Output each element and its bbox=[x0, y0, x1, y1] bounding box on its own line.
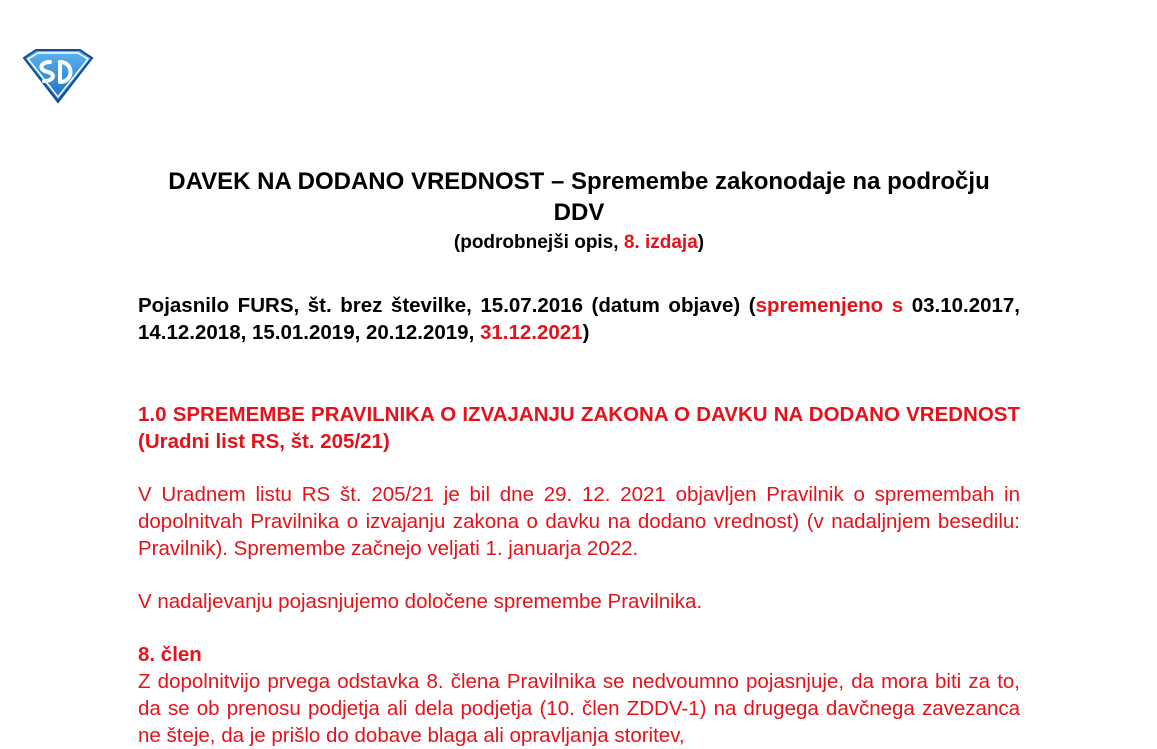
subtitle-close: ) bbox=[697, 232, 705, 253]
intro-close: ) bbox=[582, 321, 590, 344]
section-paragraph-3: Z dopolnitvijo prvega odstavka 8. člena Pravilnika se nedvoumno pojasnjuje, da mora biti za to, da se ob prenosu podjetja ali dela podjetja (10. člen ZDDV-1) na drugega davčnega zavezanca ne šteje, da je prišlo do dobave blaga ali opravljanja storitev, bbox=[138, 670, 1020, 747]
document-page bbox=[138, 166, 1020, 749]
changed-label: spremenjeno s bbox=[755, 294, 904, 317]
intro-text: Pojasnilo FURS, št. brez številke, 15.07.2016 (datum objave) ( bbox=[138, 294, 756, 317]
edition-number: 8 bbox=[623, 232, 635, 253]
intro-paragraph bbox=[138, 292, 1020, 346]
subtitle-open: (podrobnejši opis, bbox=[453, 232, 624, 253]
section-paragraph-1: V Uradnem listu RS št. 205/21 je bil dne 29. 12. 2021 objavljen Pravilnik o spremembah in dopolnitvah Pravilnika o izvajanju zakona o davku na dodano vrednost) (v nadaljnjem besedilu: Pravilnik). Spremembe začnejo veljati 1. januarja 2022. bbox=[138, 483, 1020, 560]
document-title: DAVEK NA DODANO VREDNOST – Spremembe zakonodaje na področju DDV bbox=[168, 168, 990, 226]
last-date: 31.12.2021 bbox=[479, 321, 583, 344]
section-heading: 1.0 SPREMEMBE PRAVILNIKA O IZVAJANJU ZAKONA O DAVKU NA DODANO VREDNOST (Uradni list RS, št. 205/21) bbox=[138, 403, 1020, 453]
section-paragraph-2: V nadaljevanju pojasnjujemo določene spremembe Pravilnika. bbox=[138, 590, 703, 613]
edition-word: . izdaja bbox=[634, 232, 698, 253]
clen-heading: 8. člen bbox=[138, 643, 202, 666]
document-subtitle bbox=[138, 230, 1020, 256]
sd-shield-logo bbox=[20, 48, 96, 104]
intro-dates: 03.10.2017, 14.12.2018, 15.01.2019, 20.12.2019, bbox=[138, 294, 1020, 344]
